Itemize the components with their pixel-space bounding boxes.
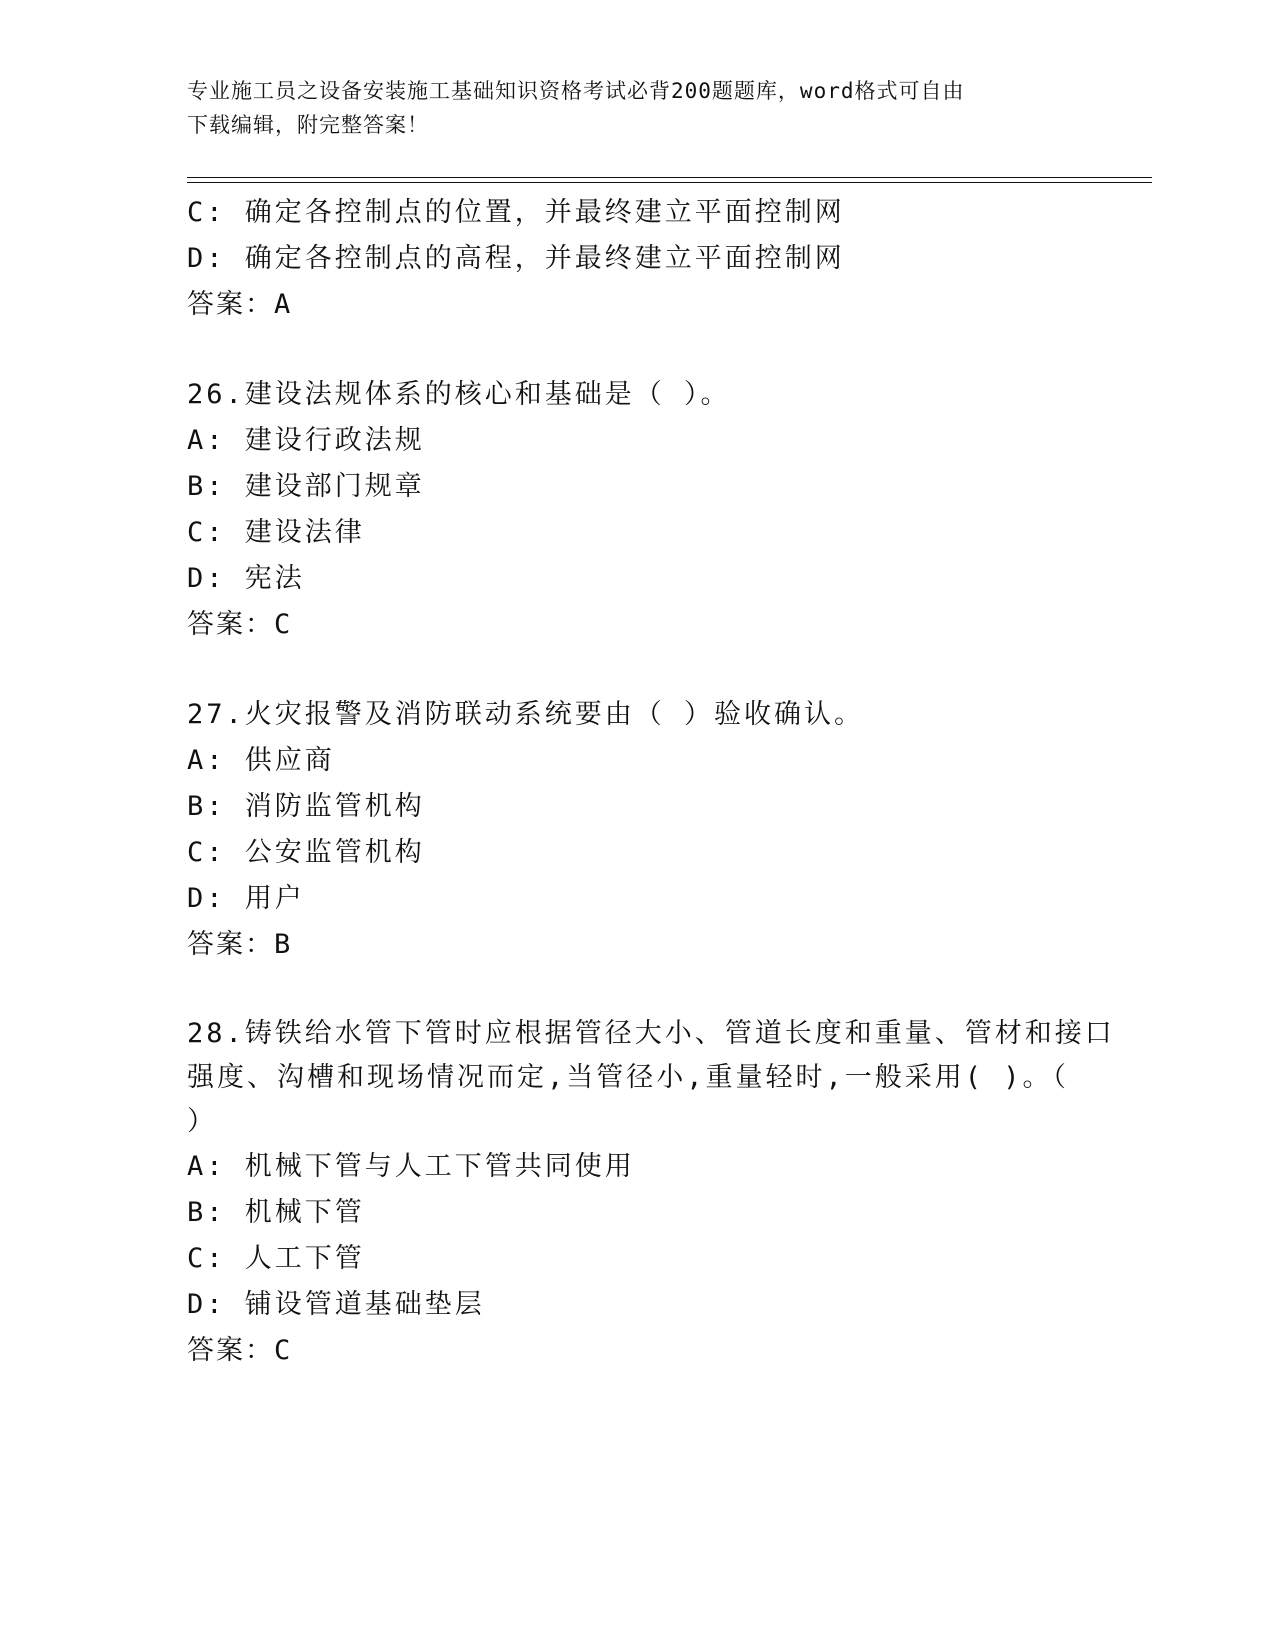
option-a: A: 供应商 xyxy=(187,745,335,776)
option-c: C: 公安监管机构 xyxy=(187,837,425,868)
answer-line: 答案：C xyxy=(187,609,293,640)
option-c: C: 建设法律 xyxy=(187,517,365,548)
question-text-line-1: 28.铸铁给水管下管时应根据管径大小、管道长度和重量、管材和接口 xyxy=(187,1018,1115,1049)
option-a: A: 建设行政法规 xyxy=(187,425,425,456)
option-b: B: 建设部门规章 xyxy=(187,471,425,502)
question-block-27 xyxy=(187,692,1087,968)
question-text: 27.火灾报警及消防联动系统要由（ ）验收确认。 xyxy=(187,699,865,730)
question-content xyxy=(187,190,1115,1374)
option-d: D: 确定各控制点的高程，并最终建立平面控制网 xyxy=(187,243,845,274)
answer-line: 答案：A xyxy=(187,289,293,320)
header-line-2: 下载编辑，附完整答案！ xyxy=(187,113,429,137)
option-b: B: 消防监管机构 xyxy=(187,791,425,822)
option-c: C: 确定各控制点的位置，并最终建立平面控制网 xyxy=(187,197,845,228)
option-c: C: 人工下管 xyxy=(187,1243,365,1274)
spacer xyxy=(187,648,1087,692)
question-block-28 xyxy=(187,1012,1115,1374)
header-divider-top xyxy=(187,177,1152,178)
document-header xyxy=(187,74,1067,142)
spacer xyxy=(187,968,1087,1012)
spacer xyxy=(187,328,1087,372)
option-a: A: 机械下管与人工下管共同使用 xyxy=(187,1151,635,1182)
option-d: D: 宪法 xyxy=(187,563,305,594)
header-divider-bottom xyxy=(187,182,1152,183)
question-block-26 xyxy=(187,372,1087,648)
question-text-line-3: ） xyxy=(187,1106,217,1137)
answer-line: 答案：B xyxy=(187,929,293,960)
option-b: B: 机械下管 xyxy=(187,1197,365,1228)
header-line-1: 专业施工员之设备安装施工基础知识资格考试必背200题题库，word格式可自由 xyxy=(187,79,965,103)
option-d: D: 铺设管道基础垫层 xyxy=(187,1289,485,1320)
question-block-prev xyxy=(187,190,1087,328)
question-text: 26.建设法规体系的核心和基础是（ ）。 xyxy=(187,379,731,410)
question-text-line-2: 强度、沟槽和现场情况而定,当管径小,重量轻时,一般采用( )。（ xyxy=(187,1062,1070,1093)
option-d: D: 用户 xyxy=(187,883,305,914)
answer-line: 答案：C xyxy=(187,1335,293,1366)
